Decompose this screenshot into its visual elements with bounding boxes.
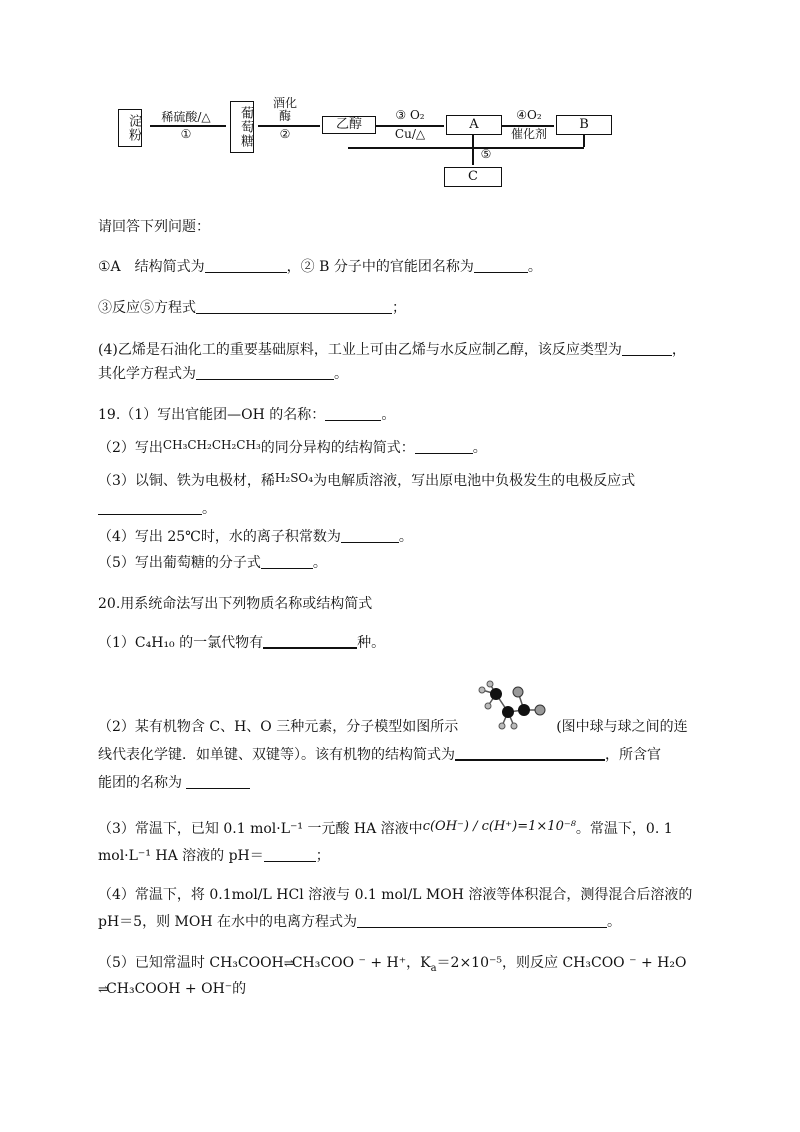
- q19-part2: [98, 437, 487, 457]
- answer-blank[interactable]: [264, 847, 316, 862]
- q20-part3-text-a: （3）常温下，已知 0.1 mol·L⁻¹ 一元酸 HA 溶液中: [98, 821, 423, 837]
- q19-part2-text-b: 的同分异构的结构简式：: [260, 440, 415, 456]
- step1-condition: 稀硫酸/△: [161, 110, 211, 124]
- q20-part3-line2: [98, 845, 330, 865]
- q18-line1-text-a: ①A 结构简式为: [98, 259, 205, 275]
- q20-part3-line1: [98, 818, 673, 838]
- q20-part1-text: （1）C₄H₁₀ 的一氯代物有: [98, 635, 264, 651]
- q20-part5-text-c: ＝2×10⁻⁵，则反应 CH₃COO ⁻ + H₂O: [436, 955, 687, 971]
- step4-condition-bottom: 催化剂: [510, 127, 547, 141]
- q20-part2-line3: [98, 772, 250, 792]
- q19-part5-end: 。: [312, 555, 327, 571]
- step3-condition-bottom: Cu/△: [394, 127, 426, 141]
- compound-b-box: [556, 115, 612, 135]
- hydroxide-ratio-expression: c(OH⁻) / c(H⁺)=1×10⁻⁸: [422, 819, 576, 834]
- q20-part5-text-d: CH₃COOH + OH⁻的: [106, 981, 247, 997]
- answer-blank[interactable]: [455, 745, 605, 761]
- return-line-down: [583, 135, 585, 147]
- q20-part2-line1: [98, 716, 688, 736]
- q20-part4-line1: （4）常温下，将 0.1mol/L HCl 溶液与 0.1 mol/L MOH 溶液等体积混合，测得混合后溶液的: [98, 887, 693, 903]
- q20-part2-text-a: （2）某有机物含 C、H、O 三种元素，分子模型如图所示: [98, 719, 459, 735]
- q20-part2-line2: [98, 744, 661, 764]
- q19-part5-text: （5）写出葡萄糖的分子式: [98, 555, 261, 571]
- q20-part1: [98, 632, 385, 652]
- answer-blank[interactable]: [357, 913, 607, 928]
- q18-line3: [98, 339, 686, 359]
- compound-a-box: [446, 115, 502, 135]
- q18-line3-text-a: (4)乙烯是石油化工的重要基础原料，工业上可由乙烯与水反应制乙醇，该反应类型为: [98, 342, 622, 358]
- step2-number: ②: [279, 127, 291, 141]
- answer-blank[interactable]: [622, 341, 672, 356]
- q20-part4-line2: [98, 911, 621, 931]
- answer-blank[interactable]: [474, 258, 528, 273]
- ethanol-label: 乙醇: [335, 117, 362, 132]
- compound-c-box: [444, 167, 502, 187]
- answer-blank[interactable]: [186, 774, 250, 789]
- sulfuric-acid-formula: H₂SO₄: [274, 471, 314, 485]
- q18-line2: [98, 297, 406, 317]
- q19-part3-text-b: 为电解质溶液，写出原电池中负极发生的电极反应式: [313, 473, 636, 489]
- q20-part5-text-a: （5）已知常温时 CH₃COOH: [98, 955, 284, 971]
- q20-part1-end: 种。: [357, 635, 386, 651]
- ka-subscript: a: [430, 962, 437, 974]
- q19-heading-text: 19.（1）写出官能团—OH 的名称：: [98, 407, 326, 423]
- q20-part5-text-b: CH₃COO ⁻ + H⁺，K: [291, 955, 431, 971]
- q20-part2-text-e: 能团的名称为: [98, 775, 182, 791]
- q19-part3-end: 。: [202, 501, 216, 517]
- q20-part3-end: ；: [315, 848, 330, 864]
- q19-part3-text-a: （3）以铜、铁为电极材，稀: [98, 473, 275, 489]
- answer-blank[interactable]: [325, 406, 381, 421]
- step2-condition: 酒化酶: [272, 96, 297, 123]
- glucose-label: 葡萄糖: [238, 106, 253, 148]
- compound-c-label: C: [468, 169, 478, 184]
- q20-part4-end: 。: [607, 914, 621, 930]
- starch-box: [118, 109, 142, 147]
- q18-line2-text-b: ；: [392, 300, 406, 316]
- q20-part4-text: pH＝5，则 MOH 在水中的电离方程式为: [98, 914, 357, 930]
- q20-part2-text-c: 线代表化学键．如单键、双键等）。该有机物的结构简式为: [98, 747, 455, 763]
- q20-part5-line2: [98, 978, 246, 998]
- q18-line3-text-b: ，: [671, 342, 686, 358]
- step5-number: ⑤: [480, 147, 492, 161]
- q20-part2-text-b: (图中球与球之间的连: [556, 719, 688, 735]
- butane-formula: CH₃CH₂CH₂CH₃: [162, 438, 261, 452]
- q19-part4-end: 。: [398, 529, 413, 545]
- step1-number: ①: [180, 127, 192, 141]
- step4-condition-top: ④O₂: [516, 108, 542, 122]
- compound-b-label: B: [579, 117, 589, 132]
- q19-heading: [98, 404, 395, 424]
- q19-heading-end: 。: [381, 407, 396, 423]
- return-line-horizontal: [348, 147, 584, 149]
- answer-blank[interactable]: [196, 299, 392, 314]
- q19-part4-text: （4）写出 25℃时，水的离子积常数为: [98, 529, 341, 545]
- answer-blank[interactable]: [205, 258, 287, 273]
- q18-line4-text-a: 其化学方程式为: [98, 366, 196, 382]
- q19-part3: [98, 470, 635, 490]
- q18-line1-text-c: 。: [527, 259, 542, 275]
- answer-blank[interactable]: [196, 365, 334, 380]
- equilibrium-arrow-icon: ⇌: [283, 956, 292, 970]
- starch-label: 淀粉: [126, 114, 141, 142]
- q19-part2-end: 。: [472, 440, 487, 456]
- ethanol-box: [322, 116, 376, 134]
- q20-part2-text-d: ，所含官: [605, 747, 661, 763]
- q19-part2-text-a: （2）写出: [98, 440, 163, 456]
- intro-text: 请回答下列问题：: [98, 219, 210, 235]
- answer-blank[interactable]: [261, 554, 313, 569]
- q18-line4-text-b: 。: [334, 366, 348, 382]
- reaction-scheme-diagram: [110, 95, 630, 195]
- answer-blank[interactable]: [341, 528, 399, 543]
- q18-line2-text-a: ③反应⑤方程式: [98, 300, 196, 316]
- answer-blank[interactable]: [98, 500, 202, 515]
- q19-part3-answer: [98, 498, 216, 518]
- step5-arrow: [472, 135, 474, 165]
- answer-blank[interactable]: [415, 439, 473, 454]
- q20-part3-text-c: mol·L⁻¹ HA 溶液的 pH＝: [98, 848, 264, 864]
- step3-condition-top: ③ O₂: [395, 108, 425, 122]
- equilibrium-arrow-icon: ⇌: [98, 982, 107, 996]
- q20-part5-line1: [98, 952, 686, 974]
- q19-part4: [98, 526, 413, 546]
- answer-blank[interactable]: [263, 633, 357, 649]
- q20-part3-text-b: 。常温下，0. 1: [575, 821, 673, 837]
- q19-part5: [98, 552, 327, 572]
- q20-heading: 20.用系统命法写出下列物质名称或结构简式: [98, 596, 373, 612]
- compound-a-label: A: [469, 117, 479, 132]
- q18-line1: [98, 256, 542, 276]
- q18-line4: [98, 363, 348, 383]
- q18-line1-text-b: ，② B 分子中的官能团名称为: [286, 259, 474, 275]
- glucose-box: [230, 101, 254, 153]
